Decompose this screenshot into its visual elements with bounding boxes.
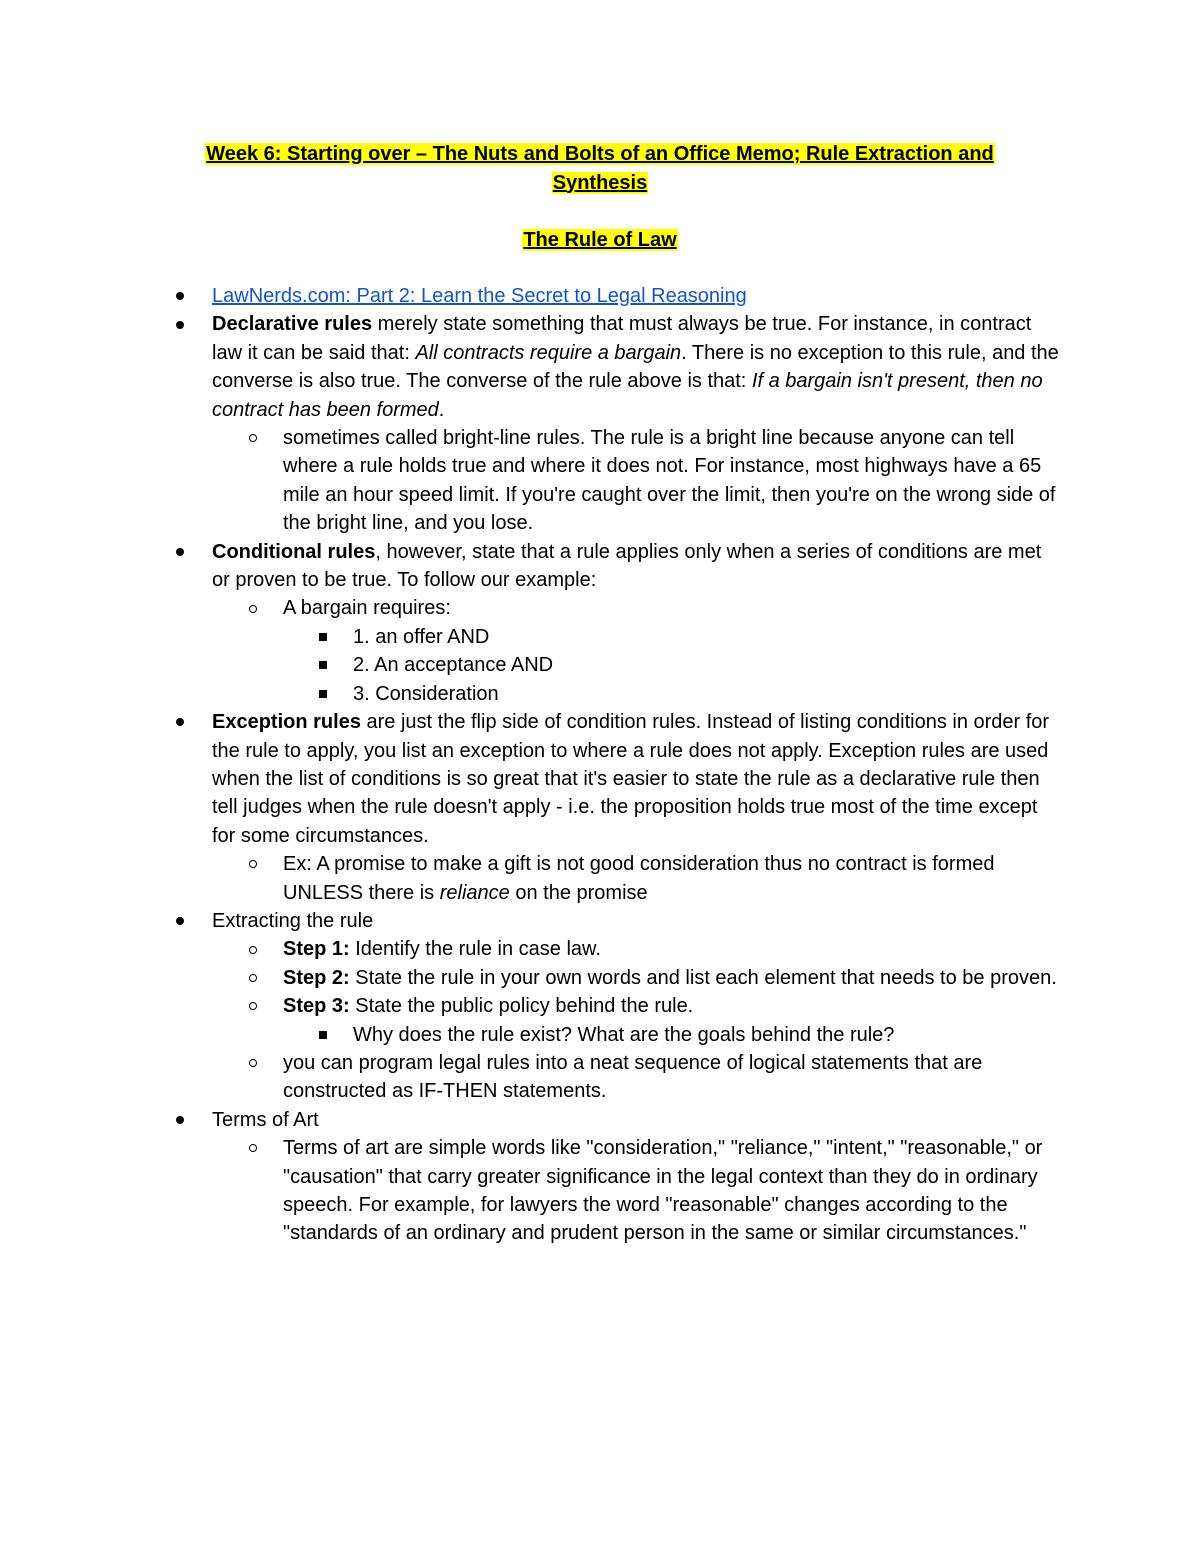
section-heading: [160, 226, 1040, 255]
declarative-term: Declarative rules: [212, 313, 373, 336]
list-item-terms-definition: [283, 1134, 1062, 1248]
title-line-1: Week 6: Starting over – The Nuts and Bolts of an Office Memo; Rule Extraction and: [206, 143, 994, 165]
bullet-list: [212, 282, 1062, 1248]
condition-text: 2. An acceptance AND: [353, 654, 554, 677]
exception-term: Exception rules: [212, 711, 361, 734]
lawnerds-link[interactable]: LawNerds.com: Part 2: Learn the Secret to Legal Reasoning: [212, 285, 747, 307]
terms-definition-text: Terms of art are simple words like "consideration," "reliance," "intent," "reasonable," or "causation" that carry greater significance in the legal context than they do in ordinary speech. For example, for lawyers the word "reasonable" changes according to the "standards of an ordinary and prudent person in the same or similar circumstances.": [283, 1137, 1043, 1245]
extracting-label: Extracting the rule: [212, 909, 374, 932]
declarative-text-3: .: [438, 398, 445, 421]
list-item-condition: [353, 651, 1062, 679]
exception-text: are just the flip side of condition rules. Instead of listing conditions in order for the rule to apply, you list an exception to where a rule does not apply. Exception rules are used when the list of conditions is so great that it's easier to state the rule as a declarative rule then tell judges when the rule doesn't apply - i.e. the proposition holds true most of the time except for some circumstances.: [212, 711, 1050, 847]
square-bullet-icon: [315, 623, 331, 651]
list-item-bargain: [283, 594, 1062, 622]
title-line-2: Synthesis: [552, 171, 648, 194]
declarative-italic-1: All contracts require a bargain: [415, 341, 682, 364]
list-item-step: [283, 992, 1062, 1020]
list-item-bright-line: [283, 424, 1062, 538]
hollow-bullet-icon: [245, 964, 261, 992]
step-text: State the rule in your own words and list each element that needs to be proven.: [349, 966, 1057, 989]
filled-bullet-icon: [172, 907, 188, 935]
list-item-link: [212, 282, 1062, 310]
list-item-condition: [353, 623, 1062, 651]
terms-label: Terms of Art: [212, 1108, 319, 1131]
hollow-bullet-icon: [245, 1134, 261, 1162]
conditional-term: Conditional rules: [212, 540, 376, 563]
list-item-terms: [212, 1106, 1062, 1134]
conditional-text: , however, state that a rule applies only when a series of conditions are met or proven to be true. To follow our example:: [212, 540, 1042, 592]
bargain-text: A bargain requires:: [283, 597, 451, 620]
filled-bullet-icon: [172, 310, 188, 338]
filled-bullet-icon: [172, 538, 188, 566]
list-item-program: [283, 1049, 1062, 1106]
example-text-2: on the promise: [509, 881, 648, 904]
program-text: you can program legal rules into a neat sequence of logical statements that are constructed as IF-THEN statements.: [283, 1051, 983, 1103]
hollow-bullet-icon: [245, 1049, 261, 1077]
list-item-step: [283, 964, 1062, 992]
square-bullet-icon: [315, 651, 331, 679]
list-item-step: [283, 935, 1062, 963]
square-bullet-icon: [315, 1021, 331, 1049]
policy-question-text: Why does the rule exist? What are the goals behind the rule?: [353, 1023, 895, 1046]
document-title: [160, 140, 1040, 197]
list-item-condition: [353, 680, 1062, 708]
declarative-text-1: merely state something that must always be true. For instance, in contract law it can be said that:: [212, 313, 1032, 364]
list-item-declarative: [212, 310, 1062, 424]
declarative-italic-2: If a bargain isn't present, then no contract has been formed: [212, 370, 1043, 421]
step-label: Step 3:: [283, 995, 350, 1018]
hollow-bullet-icon: [245, 850, 261, 878]
step-text: Identify the rule in case law.: [349, 938, 601, 961]
step-label: Step 2:: [283, 966, 350, 989]
bright-line-text: sometimes called bright-line rules. The rule is a bright line because anyone can tell where a rule holds true and where it does not. For instance, most highways have a 65 mile an hour speed limit. If you're caught over the limit, then you're on the wrong side of the bright line, and you lose.: [283, 427, 1056, 535]
list-item-exception-example: [283, 850, 1062, 907]
declarative-text-2: . There is no exception to this rule, and the converse is also true. The converse of the rule above is that:: [212, 341, 1059, 393]
hollow-bullet-icon: [245, 594, 261, 622]
section-heading-text: The Rule of Law: [523, 229, 677, 251]
step-label: Step 1:: [283, 938, 350, 961]
list-item-policy-question: [353, 1021, 1062, 1049]
step-text: State the public policy behind the rule.: [349, 995, 694, 1018]
condition-text: 3. Consideration: [353, 682, 499, 705]
list-item-conditional: [212, 538, 1062, 595]
filled-bullet-icon: [172, 1106, 188, 1134]
hollow-bullet-icon: [245, 935, 261, 963]
example-text-1: Ex: A promise to make a gift is not good consideration thus no contract is formed UNLESS there is: [283, 853, 995, 904]
filled-bullet-icon: [172, 708, 188, 736]
hollow-bullet-icon: [245, 424, 261, 452]
hollow-bullet-icon: [245, 992, 261, 1020]
list-item-extracting: [212, 907, 1062, 935]
square-bullet-icon: [315, 680, 331, 708]
example-italic: reliance: [439, 881, 510, 904]
condition-text: 1. an offer AND: [353, 625, 490, 648]
list-item-exception: [212, 708, 1062, 850]
filled-bullet-icon: [172, 282, 188, 310]
